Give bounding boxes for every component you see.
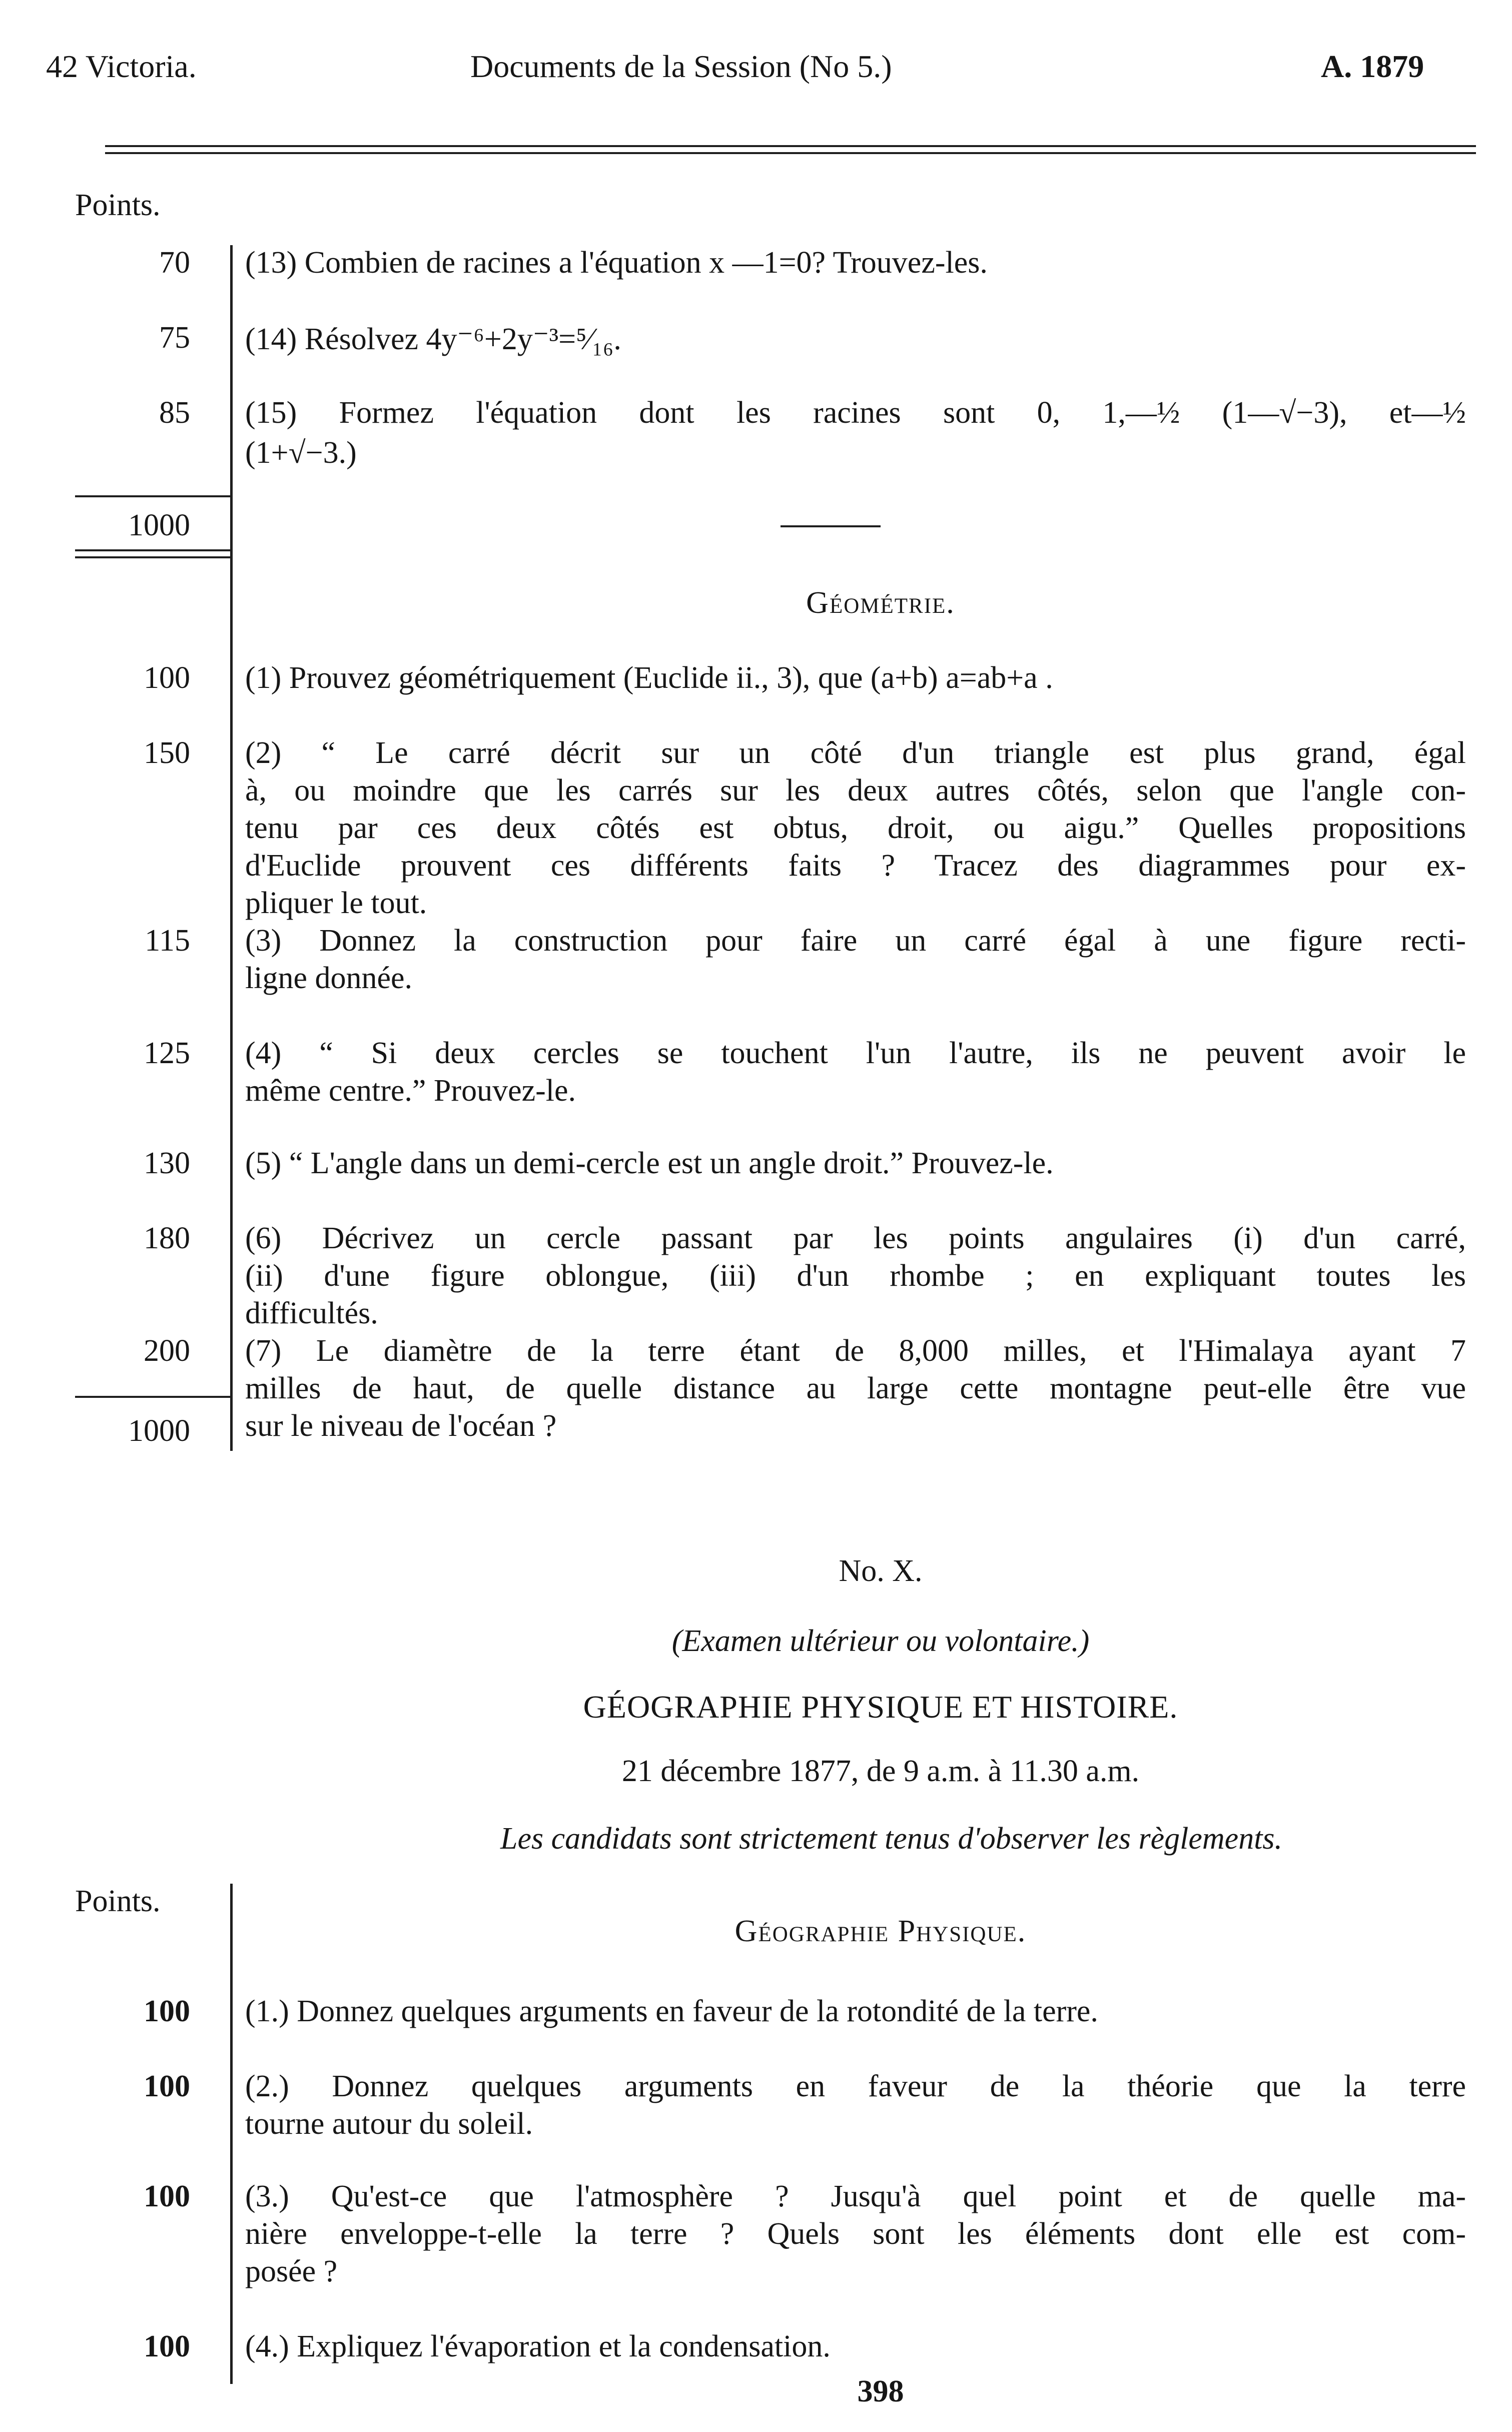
question-line: tenu par ces deux côtés est obtus, droit, ou aigu.” Quelles propositions — [245, 811, 1466, 845]
question-line: (14) Résolvez 4y⁻⁶+2y⁻³=⁵⁄₁₆. — [245, 322, 621, 356]
question-line: nière enveloppe-t-elle la terre ? Quels sont les éléments dont elle est com- — [245, 2217, 1466, 2251]
question-line: d'Euclide prouvent ces différents faits ? Tracez des diagrammes pour ex- — [245, 849, 1466, 883]
exam-subtitle: (Examen ultérieur ou volontaire.) — [671, 1624, 1090, 1658]
points-value: 180 — [144, 1221, 190, 1255]
header-left: 42 Victoria. — [46, 49, 197, 84]
points-value: 75 — [159, 321, 190, 355]
points-total: 1000 — [128, 1414, 190, 1448]
total-rule — [75, 549, 230, 551]
exam-number: No. X. — [839, 1554, 923, 1588]
points-value: 100 — [144, 2329, 190, 2363]
points-value: 125 — [144, 1036, 190, 1070]
question-line: (1.) Donnez quelques arguments en faveur de la rotondité de la terre. — [245, 1994, 1098, 2028]
question-line: (1+√−3.) — [245, 436, 357, 470]
question-line: (13) Combien de racines a l'équation x —1=0? Trouvez-les. — [245, 246, 988, 280]
question-line: (2.) Donnez quelques arguments en faveur de la théorie que la terre — [245, 2069, 1466, 2103]
question-line: (6) Décrivez un cercle passant par les points angulaires (i) d'un carré, — [245, 1221, 1466, 1255]
points-value: 115 — [145, 924, 190, 958]
exam-title: GÉOGRAPHIE PHYSIQUE ET HISTOIRE. — [583, 1689, 1178, 1725]
points-value: 100 — [144, 2069, 190, 2103]
question-line: (5) “ L'angle dans un demi-cercle est un angle droit.” Prouvez-le. — [245, 1146, 1054, 1180]
question-line: (4) “ Si deux cercles se touchent l'un l'autre, ils ne peuvent avoir le — [245, 1036, 1466, 1070]
points-total: 1000 — [128, 508, 190, 542]
section-title: Géométrie. — [806, 586, 955, 620]
points-value: 85 — [159, 396, 190, 430]
question-line: milles de haut, de quelle distance au large cette montagne peut-elle être vue — [245, 1371, 1466, 1405]
question-line: ligne donnée. — [245, 961, 413, 995]
points-column-rule — [230, 1884, 233, 2384]
question-line: (1) Prouvez géométriquement (Euclide ii., 3), que (a+b) a=ab+a . — [245, 661, 1053, 695]
section-divider — [781, 525, 881, 527]
points-column-rule — [230, 245, 233, 1451]
header-rule-top — [105, 145, 1476, 147]
header-right: A. 1879 — [1321, 49, 1424, 84]
points-label: Points. — [75, 188, 161, 222]
question-line: (2) “ Le carré décrit sur un côté d'un triangle est plus grand, égal — [245, 736, 1466, 770]
question-line: (7) Le diamètre de la terre étant de 8,000 milles, et l'Himalaya ayant 7 — [245, 1334, 1466, 1368]
question-line: tourne autour du soleil. — [245, 2107, 533, 2141]
exam-instruction: Les candidats sont strictement tenus d'observer les règlements. — [500, 1822, 1283, 1856]
exam-date: 21 décembre 1877, de 9 a.m. à 11.30 a.m. — [621, 1754, 1140, 1788]
points-value: 100 — [144, 2179, 190, 2213]
points-value: 70 — [159, 246, 190, 280]
question-line: (4.) Expliquez l'évaporation et la condensation. — [245, 2329, 831, 2363]
points-value: 200 — [144, 1334, 190, 1368]
question-line: sur le niveau de l'océan ? — [245, 1409, 557, 1443]
question-line: posée ? — [245, 2254, 338, 2288]
points-value: 150 — [144, 736, 190, 770]
header-rule-bottom — [105, 152, 1476, 154]
points-value: 130 — [144, 1146, 190, 1180]
points-value: 100 — [144, 1994, 190, 2028]
points-label: Points. — [75, 1884, 161, 1918]
question-line: (ii) d'une figure oblongue, (iii) d'un rhombe ; en expliquant toutes les — [245, 1259, 1466, 1293]
question-line: (15) Formez l'équation dont les racines sont 0, 1,—½ (1—√−3), et—½ — [245, 396, 1466, 430]
question-line: à, ou moindre que les carrés sur les deux autres côtés, selon que l'angle con- — [245, 773, 1466, 807]
page-number: 398 — [857, 2374, 904, 2408]
total-rule — [75, 495, 230, 497]
question-line: difficultés. — [245, 1296, 378, 1330]
header-title: Documents de la Session (No 5.) — [470, 49, 892, 84]
question-line: (3) Donnez la construction pour faire un carré égal à une figure recti- — [245, 924, 1466, 958]
points-value: 100 — [144, 661, 190, 695]
total-rule — [75, 1396, 230, 1398]
question-line: pliquer le tout. — [245, 886, 427, 920]
question-line: même centre.” Prouvez-le. — [245, 1074, 576, 1108]
total-rule — [75, 556, 230, 558]
question-line: (3.) Qu'est-ce que l'atmosphère ? Jusqu'à quel point et de quelle ma- — [245, 2179, 1466, 2213]
section-title: Géographie Physique. — [734, 1914, 1027, 1948]
